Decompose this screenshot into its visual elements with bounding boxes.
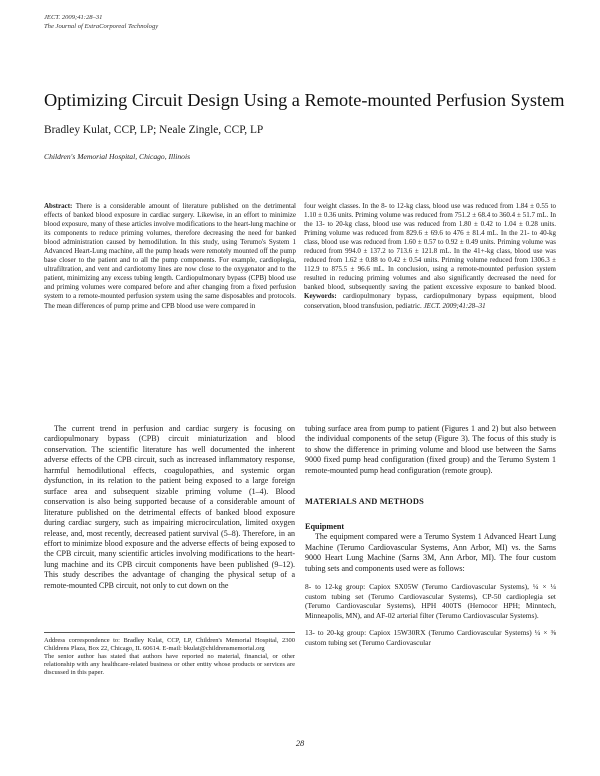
journal-name: The Journal of ExtraCorporeal Technology — [44, 22, 159, 30]
intro-paragraph: The current trend in perfusion and cardiac surgery is focusing on cardiopulmonary bypass (CPB) circuit miniaturization and blood conservation. The scientific literature has well documented the inherent adverse effects of the CPB circuit, such as increased inflammatory response, harmful hemodilutional effects, coagulopathies, and systemic organ dysfunction, in its relation to the patient being exposed to a large foreign surface area and subsequent sizable priming volume (1–4). Blood conservation is also being supported because of a considerable amount of literature published on the detrimental effects of banked blood exposure during cardiac surgery, such as impairing microcirculation, limited oxygen release, and, most recently, decreased patient survival (5–8). Therefore, in an effort to minimize blood exposure and the adverse effects of being exposed to the CPB circuit, many scientific articles involving modifications to the heart-lung machine and its CPB circuit components have been published (9–12). This study describes the advantage of changing the physical setup of a remote-mounted CPB circuit, not only to cut down on the — [44, 424, 295, 590]
journal-header — [44, 14, 158, 31]
abstract-column-left — [44, 202, 296, 332]
abstract-citation: JECT. 2009;41:28–31 — [423, 301, 486, 310]
keywords-label: Keywords: — [304, 292, 337, 301]
journal-citation: JECT. 2009;41:28–31 — [44, 14, 103, 21]
intro-paragraph-continued: tubing surface area from pump to patient (Figures 1 and 2) but also between the individual components of the setup (Figure 3). The focus of this study is to show the difference in priming volume and blood use between the Sarns 9000 fixed pump head configuration (fixed group) and the Terumo System 1 remote-mounted pump head configuration (remote group). — [305, 424, 556, 475]
subsection-heading-equipment: Equipment — [305, 522, 345, 532]
abstract-text-part-1: There is a considerable amount of literature published on the detrimental effects of banked blood exposure in cardiac surgery. Likewise, in an effort to minimize blood exposure, many of these articles involve modifications to the heart-lung machine or its components to reduce priming volumes, therefore decreasing the need for banked blood administration caused by hemodilution. In this study, using Terumo's System 1 Advanced Heart-Lung machine, all the pump heads were remotely mounted off the pump base closer to the patient and to all the pump components. For example, cardioplegia, ultrafiltration, and vent and cardiotomy lines are now close to the oxygenator and to the patient, minimizing any excess tubing length. Cardiopulmonary bypass (CPB) blood use and priming volumes were compared before and after changing from a fixed perfusion system to a remote-mounted perfusion system using the same disposables and protocols. The mean differences of pump prime and CPB blood use were compared in — [44, 202, 297, 310]
abstract-text-part-2: four weight classes. In the 8- to 12-kg class, blood use was reduced from 1.84 ± 0.55 to 1.10 ± 0.36 units. Priming volume was reduced from 751.2 ± 68.4 to 360.4 ± 51.7 mL. In the 13- to 20-kg class, blood use was reduced from 1.80 ± 0.42 to 1.04 ± 0.28 units. Priming volume was reduced from 829.6 ± 69.6 to 476 ± 81.4 mL. In the 21- to 40-kg class, blood use was reduced from 1.60 ± 0.57 to 0.92 ± 0.49 units. Priming volume was reduced from 994.0 ± 137.2 to 713.6 ± 121.8 mL. In the 41+-kg class, blood use was reduced from 1.62 ± 0.88 to 0.42 ± 0.54 units. Priming volume reduced from 1306.3 ± 112.9 to 875.5 ± 96.6 mL. In conclusion, using a remote-mounted perfusion system resulted in reducing priming volumes and also significantly decreased the need for banked blood, subsequently saving the patient excessive exposure to banked blood. — [304, 202, 556, 292]
footnote-disclosure: The senior author has stated that authors have reported no material, financial, or other relationship with any healthcare-related business or other entity whose products or services are discussed in this paper. — [44, 653, 295, 676]
equipment-paragraph: The equipment compared were a Terumo System 1 Advanced Heart Lung Machine (Terumo Cardiovascular Systems, Ann Arbor, MI) vs. the Sarns 9000 Heart Lung Machine (Sarns 3M, Ann Arbor, MI). The four custom tubing sets and components used were as follows: — [305, 532, 556, 573]
abstract — [44, 202, 556, 332]
footnote-correspondence: Address correspondence to: Bradley Kulat, CCP, LP, Children's Memorial Hospital, 2300 Childrens Plaza, Box 22, Chicago, IL 60614. E-mail: bkulat@childrensmemorial.org — [44, 637, 295, 652]
section-heading-methods: MATERIALS AND METHODS — [305, 497, 424, 507]
list-item: 8- to 12-kg group: Capiox SX05W (Terumo Cardiovascular Systems), ¼ × ¼ custom tubing set (Terumo Cardiovascular Systems), CP-50 cardioplegia set (Terumo Cardiovascular Systems), HPH 400TS (Hemocor HPH; Minntech, Minneapolis, MN), and AF-02 arterial filter (Terumo Cardiovascular Systems). — [305, 582, 556, 620]
abstract-label: Abstract: — [44, 202, 73, 210]
article-affiliation: Children's Memorial Hospital, Chicago, Illinois — [44, 152, 191, 161]
article-title: Optimizing Circuit Design Using a Remote-mounted Perfusion System — [44, 90, 565, 110]
list-item: 13- to 20-kg group: Capiox 15W30RX (Terumo Cardiovascular Systems) ¼ × ⅜ custom tubing set (Terumo Cardiovascular — [305, 628, 556, 648]
body-column-right — [305, 424, 556, 734]
abstract-column-right — [304, 202, 556, 332]
keywords-text: cardiopulmonary bypass, cardiopulmonary bypass equipment, blood conservation, blood transfusion, pediatric. — [304, 292, 557, 310]
article-body — [44, 424, 556, 734]
page-number: 28 — [295, 739, 305, 748]
article-authors: Bradley Kulat, CCP, LP; Neale Zingle, CCP, LP — [44, 124, 264, 136]
footnotes — [44, 637, 295, 677]
body-column-left — [44, 424, 295, 734]
footnote-divider — [44, 632, 295, 633]
